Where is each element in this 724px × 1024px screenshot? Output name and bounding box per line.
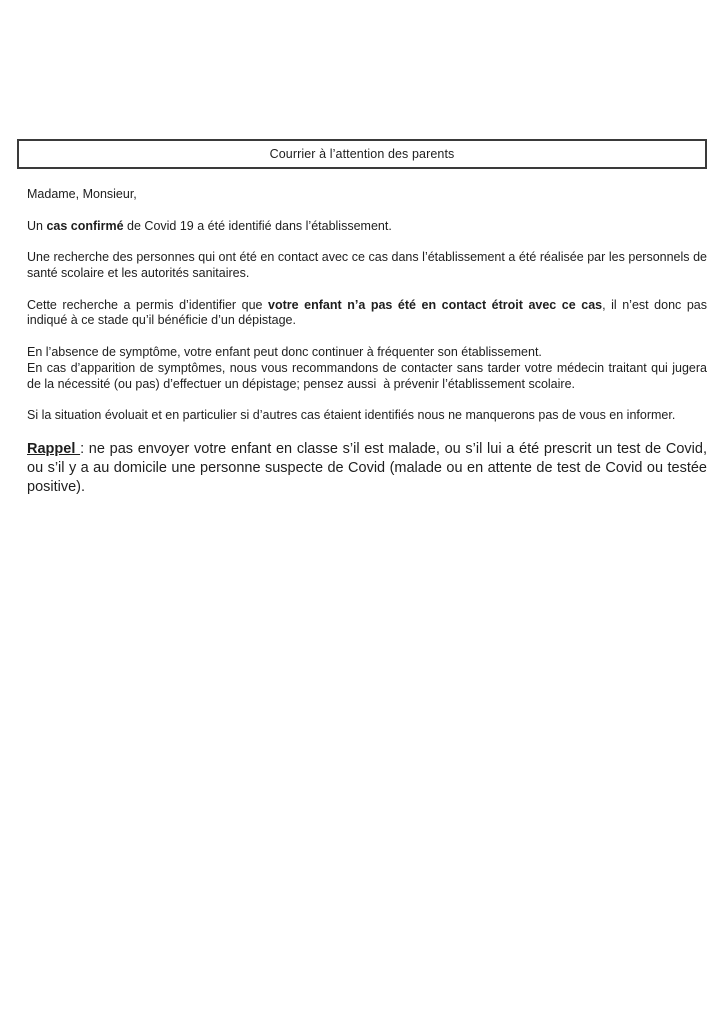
letter-title: Courrier à l’attention des parents xyxy=(269,147,455,161)
paragraph-confirmed-case xyxy=(27,219,707,235)
paragraph-no-symptom: En l’absence de symptôme, votre enfant peut donc continuer à fréquenter son établissement. xyxy=(27,344,542,359)
letter-body xyxy=(27,187,712,497)
confirmed-case-bold: cas confirmé xyxy=(46,218,124,233)
title-box xyxy=(17,139,707,169)
paragraph-situation-update: Si la situation évoluait et en particulier si d’autres cas étaient identifiés nous ne manquerons pas de vous en informer. xyxy=(27,408,676,423)
search-result-post: , il n’est donc pas indiqué à ce stade qu’il bénéficie d’un dépistage. xyxy=(27,297,711,328)
search-result-pre: Cette recherche a permis d’identifier que xyxy=(27,297,269,312)
paragraph-search-result xyxy=(27,297,711,330)
confirmed-case-pre: Un xyxy=(27,218,47,233)
paragraph-rappel xyxy=(27,440,712,497)
salutation: Madame, Monsieur, xyxy=(27,187,137,201)
search-result-bold: votre enfant n’a pas été en contact étroit avec ce cas xyxy=(268,297,603,312)
rappel-label: Rappel xyxy=(27,440,81,457)
paragraph-contact-search: Une recherche des personnes qui ont été en contact avec ce cas dans l’établissement a été réalisée par les personnels de santé scolaire et les autorités sanitaires. xyxy=(27,250,711,280)
rappel-text: : ne pas envoyer votre enfant en classe s’il est malade, ou s’il lui a été prescrit un test de Covid, ou s’il y a au domicile une personne suspecte de Covid (malade ou en attente de test de Covid ou testée positive). xyxy=(27,440,712,495)
confirmed-case-post: de Covid 19 a été identifié dans l’établissement. xyxy=(123,218,392,233)
paragraph-symptom-advice: En cas d’apparition de symptômes, nous vous recommandons de contacter sans tarder votre médecin traitant qui jugera de la nécessité (ou pas) d’effectuer un dépistage; pensez aussi à prévenir l’établissement scolaire. xyxy=(27,360,711,391)
